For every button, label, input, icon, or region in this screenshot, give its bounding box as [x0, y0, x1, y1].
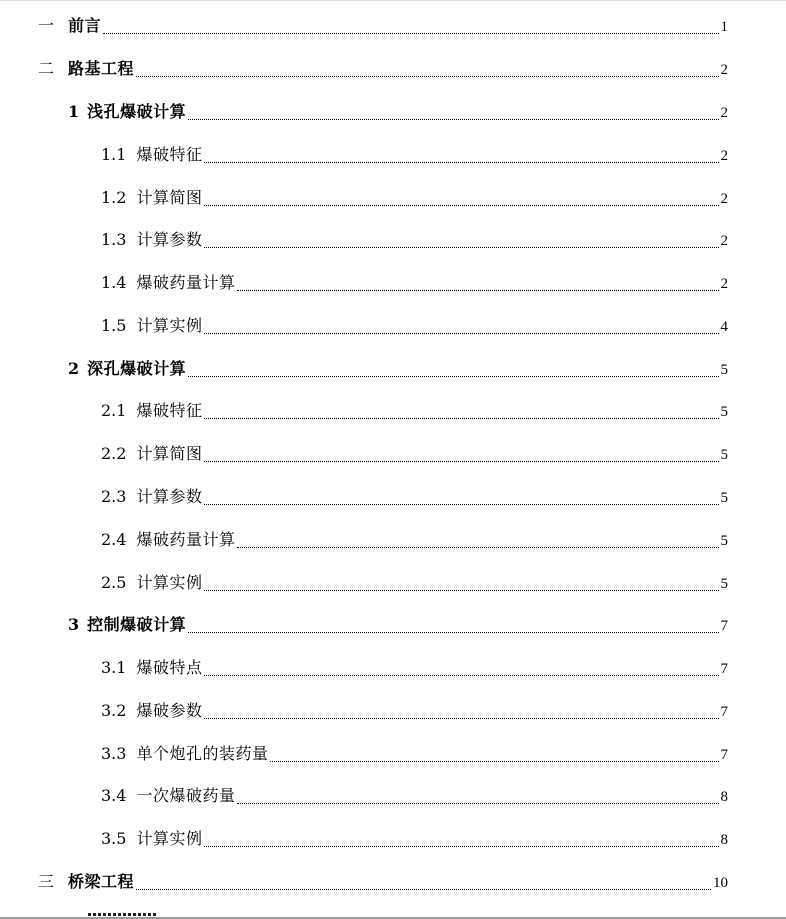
toc-entry-number: 1.1 [101, 145, 127, 164]
toc-entry-page: 5 [720, 490, 728, 506]
dot-leader [188, 375, 718, 377]
toc-entry-title: 爆破药量计算 [136, 273, 236, 292]
dot-leader [204, 161, 718, 163]
toc-entry-title: 计算简图 [136, 444, 203, 463]
toc-entry-1-4[interactable] [101, 270, 728, 296]
dot-leader [204, 204, 718, 206]
toc-entry-title: 计算简图 [136, 188, 203, 207]
toc-entry-title: 爆破参数 [136, 701, 203, 720]
dot-leader [270, 760, 718, 762]
toc-entry-number: 1.5 [101, 316, 127, 335]
toc-entry-title: 深孔爆破计算 [87, 359, 187, 378]
toc-entry-number: 2.2 [101, 444, 127, 463]
dot-leader [204, 417, 718, 419]
dot-leader [204, 332, 718, 334]
toc-entry-page: 8 [720, 832, 728, 848]
toc-entry-title: 爆破特征 [136, 145, 203, 164]
toc-entry-number: 2.4 [101, 530, 127, 549]
dot-leader [204, 246, 718, 248]
toc-entry-2-5[interactable] [101, 570, 728, 596]
toc-entry-title: 爆破药量计算 [136, 530, 236, 549]
toc-entry-title: 计算参数 [136, 487, 203, 506]
toc-entry-2-2[interactable] [101, 441, 728, 467]
dot-leader [204, 845, 718, 847]
toc-entry-1-5[interactable] [101, 313, 728, 339]
toc-entry-page: 5 [720, 362, 728, 378]
dot-leader [204, 589, 718, 591]
toc-entry-number: 3.3 [101, 744, 127, 763]
toc-entry-number: 2.1 [101, 401, 127, 420]
toc-entry-1-1[interactable] [101, 142, 728, 168]
toc-entry-title: 计算实例 [136, 829, 203, 848]
toc-entry-3-3[interactable] [101, 741, 728, 767]
toc-entry-page: 7 [720, 747, 728, 763]
toc-entry-number: 3.4 [101, 786, 127, 805]
toc-entry-page: 7 [720, 618, 728, 634]
toc-entry-page: 4 [720, 319, 728, 335]
toc-entry-number: 3.1 [101, 658, 127, 677]
toc-entry-number: 1.2 [101, 188, 127, 207]
toc-entry-roadbed[interactable] [38, 56, 728, 82]
toc-entry-page: 2 [720, 62, 728, 78]
toc-entry-3-5[interactable] [101, 826, 728, 852]
toc-entry-title: 前言 [68, 16, 102, 35]
toc-entry-number: 1.4 [101, 273, 127, 292]
toc-entry-title: 一次爆破药量 [136, 786, 236, 805]
toc-entry-number: 2.5 [101, 573, 127, 592]
toc-entry-title: 桥梁工程 [68, 872, 135, 891]
dot-leader [103, 32, 718, 34]
toc-entry-title: 浅孔爆破计算 [87, 102, 187, 121]
dot-leader [188, 118, 718, 120]
dot-leader [204, 460, 718, 462]
dot-leader [237, 802, 718, 804]
toc-entry-page: 7 [720, 704, 728, 720]
toc-entry-1-2[interactable] [101, 185, 728, 211]
toc-entry-page: 2 [720, 276, 728, 292]
page-top-border [0, 0, 786, 1]
toc-entry-3-1[interactable] [101, 655, 728, 681]
toc-entry-page: 5 [720, 404, 728, 420]
toc-entry-controlled[interactable] [68, 612, 728, 638]
dot-leader [188, 631, 718, 633]
toc-entry-page: 2 [720, 233, 728, 249]
toc-entry-page: 10 [713, 875, 728, 891]
toc-entry-title: 爆破特征 [136, 401, 203, 420]
toc-entry-page: 5 [720, 576, 728, 592]
toc-entry-title: 计算实例 [136, 573, 203, 592]
toc-entry-page: 2 [720, 105, 728, 121]
toc-entry-shallow-hole[interactable] [68, 99, 728, 125]
toc-entry-number: 3.2 [101, 701, 127, 720]
toc-entry-number: 1 [68, 102, 80, 121]
toc-entry-page: 2 [720, 148, 728, 164]
toc-entry-title: 单个炮孔的装药量 [136, 744, 269, 763]
toc-entry-page: 7 [720, 661, 728, 677]
toc-entry-title: 控制爆破计算 [87, 615, 187, 634]
toc-entry-bridge[interactable] [38, 869, 728, 895]
toc-entry-title: 爆破特点 [136, 658, 203, 677]
toc-entry-3-2[interactable] [101, 698, 728, 724]
toc-entry-1-3[interactable] [101, 227, 728, 253]
dot-leader [237, 546, 718, 548]
toc-entry-number: 1.3 [101, 230, 127, 249]
toc-entry-number: 一 [38, 16, 55, 35]
dot-leader [136, 888, 711, 890]
toc-entry-2-3[interactable] [101, 484, 728, 510]
toc-entry-preface[interactable] [38, 13, 728, 39]
toc-entry-page: 5 [720, 447, 728, 463]
toc-entry-title: 计算实例 [136, 316, 203, 335]
dot-leader [204, 503, 718, 505]
dot-leader [237, 289, 718, 291]
toc-entry-page: 5 [720, 533, 728, 549]
toc-entry-3-4[interactable] [101, 783, 728, 809]
toc-entry-deep-hole[interactable] [68, 356, 728, 382]
dot-leader [204, 674, 718, 676]
dot-leader [204, 717, 718, 719]
toc-entry-title: 计算参数 [136, 230, 203, 249]
toc-entry-number: 三 [38, 872, 55, 891]
dot-leader [136, 75, 718, 77]
toc-entry-number: 二 [38, 59, 55, 78]
toc-entry-page: 2 [720, 191, 728, 207]
toc-entry-number: 2.3 [101, 487, 127, 506]
toc-entry-2-4[interactable] [101, 527, 728, 553]
toc-entry-number: 2 [68, 359, 80, 378]
toc-entry-2-1[interactable] [101, 398, 728, 424]
toc-entry-page: 8 [720, 789, 728, 805]
toc-entry-title: 路基工程 [68, 59, 135, 78]
toc-entry-page: 1 [720, 19, 728, 35]
toc-entry-number: 3.5 [101, 829, 127, 848]
toc-entry-number: 3 [68, 615, 80, 634]
